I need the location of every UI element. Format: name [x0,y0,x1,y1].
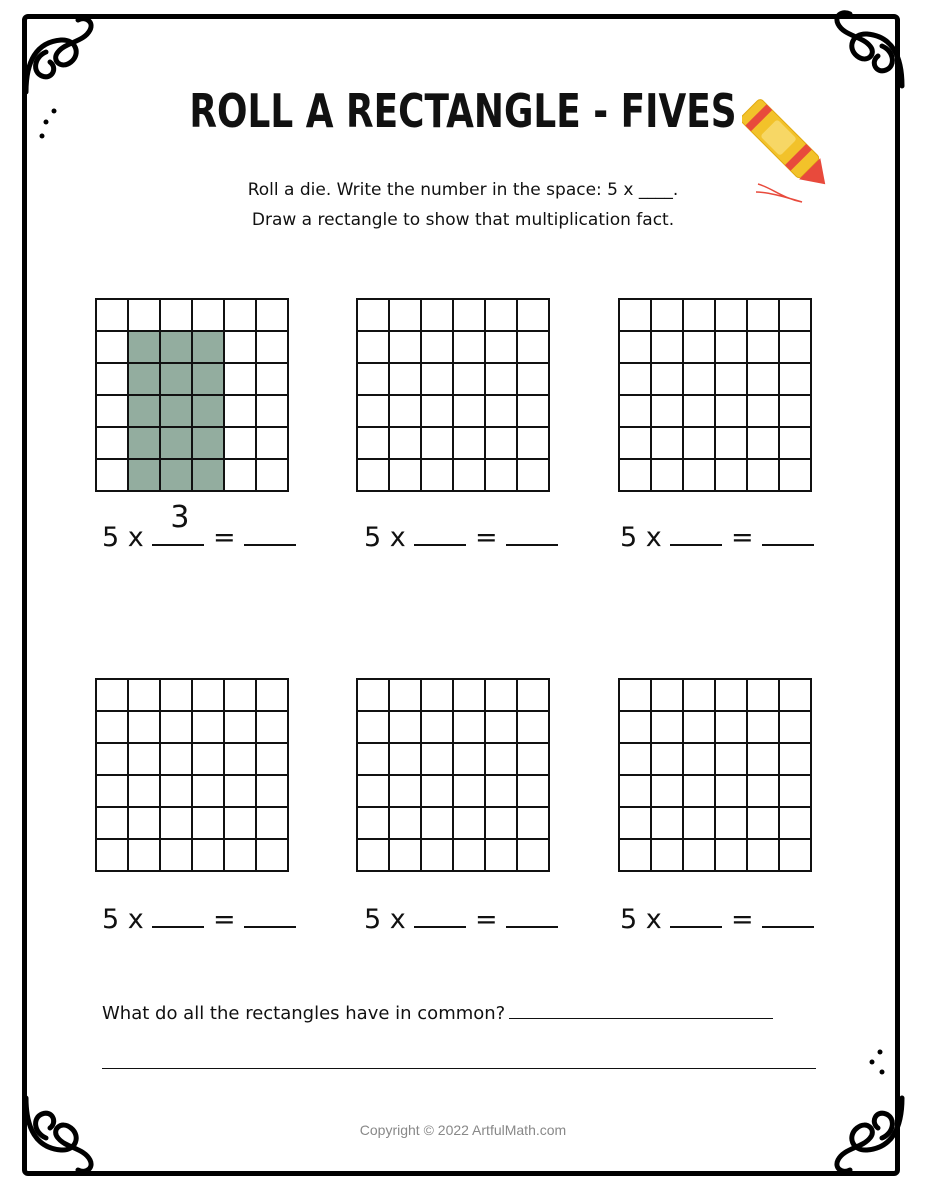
equals-sign: = [212,904,236,935]
equation-2 [364,522,558,553]
multiplicand: 5 x [102,522,144,553]
instruction-line-2: Draw a rectangle to show that multiplication fact. [251,210,675,230]
equals-sign: = [212,522,236,553]
handwritten-factor: 3 [170,500,190,535]
equation-3 [620,522,814,553]
instruction-line-1: Roll a die. Write the number in the space: 5 x ____. [247,180,679,200]
equals-sign: = [730,522,754,553]
grid-4[interactable] [95,678,289,872]
multiplicand: 5 x [364,904,406,935]
equals-sign: = [474,904,498,935]
factor-blank[interactable] [152,500,204,546]
product-blank[interactable] [244,538,296,546]
swirl-corner-icon [822,6,912,96]
multiplicand: 5 x [620,522,662,553]
grid-1[interactable] [95,298,289,492]
swirl-corner-icon [16,12,106,102]
grid-3[interactable] [618,298,812,492]
shaded-rectangle [128,331,224,491]
equation-1 [102,500,296,553]
question-text: What do all the rectangles have in common? [102,1003,506,1024]
equals-sign: = [474,522,498,553]
grid-6[interactable] [618,678,812,872]
equation-6 [620,904,814,935]
factor-blank[interactable] [414,920,466,928]
factor-blank[interactable] [414,538,466,546]
dots-icon [862,1046,892,1086]
grid-5[interactable] [356,678,550,872]
product-blank[interactable] [506,920,558,928]
product-blank[interactable] [762,538,814,546]
answer-line-2[interactable] [102,1068,816,1069]
answer-line-1[interactable] [509,1014,773,1019]
multiplicand: 5 x [364,522,406,553]
equals-sign: = [730,904,754,935]
product-blank[interactable] [762,920,814,928]
multiplicand: 5 x [620,904,662,935]
multiplicand: 5 x [102,904,144,935]
product-blank[interactable] [506,538,558,546]
page-title: ROLL A RECTANGLE - FIVES [189,84,737,138]
factor-blank[interactable] [152,920,204,928]
reflection-question [102,1003,818,1024]
equation-4 [102,904,296,935]
product-blank[interactable] [244,920,296,928]
copyright: Copyright © 2022 ArtfulMath.com [359,1122,567,1138]
factor-blank[interactable] [670,538,722,546]
dots-icon [34,106,64,146]
grid-2[interactable] [356,298,550,492]
factor-blank[interactable] [670,920,722,928]
equation-5 [364,904,558,935]
